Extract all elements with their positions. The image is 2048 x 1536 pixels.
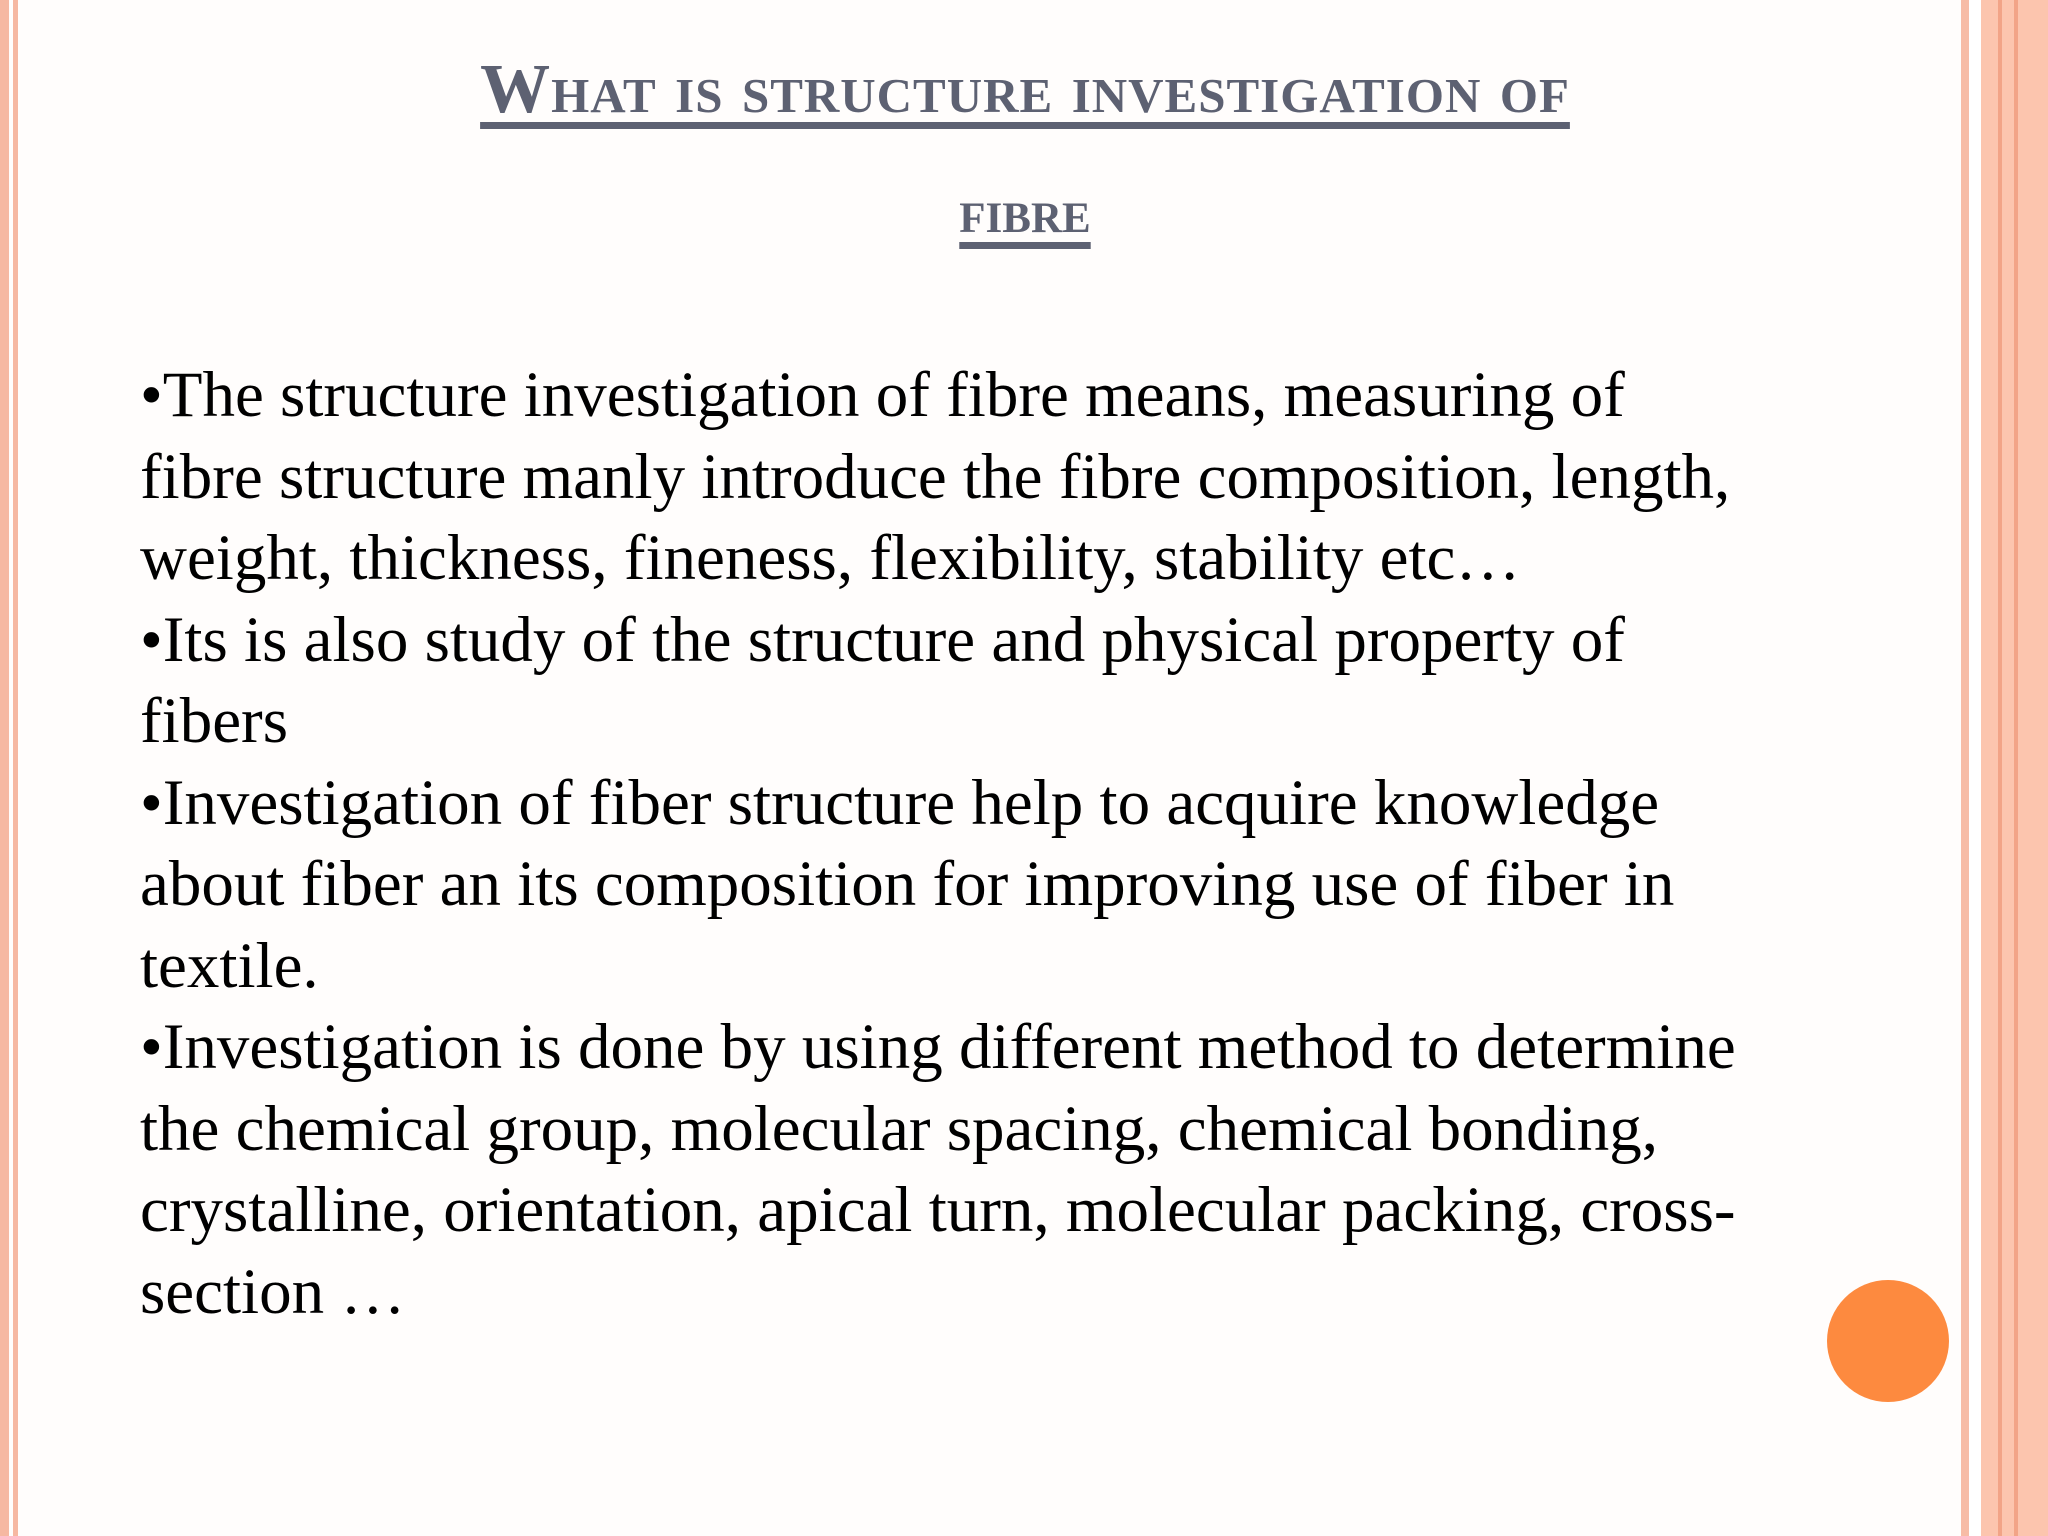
bullet-list	[140, 355, 1940, 1333]
bullet-item	[140, 763, 1940, 1008]
bullet-text-line: section …	[140, 1255, 406, 1328]
bullet-text-line: about fiber an its composition for improving use of fiber in	[140, 848, 1675, 920]
right-border-stripe	[1961, 0, 1969, 1536]
orange-circle-decoration	[1827, 1280, 1949, 1402]
slide-title-line-2: fibre	[959, 178, 1091, 246]
slide-title-line-1: What is structure investigation of	[480, 51, 1570, 128]
bullet-text-line: •The structure investigation of fibre means, measuring of	[140, 359, 1625, 431]
left-border-stripe-inner	[13, 0, 18, 1536]
bullet-text-line: fibre structure manly introduce the fibre composition, length,	[140, 440, 1731, 513]
bullet-text-line: •Investigation is done by using different method to determine	[140, 1011, 1736, 1083]
bullet-text-line: •Investigation of fiber structure help to acquire knowledge	[140, 766, 1660, 839]
bullet-text-line: weight, thickness, fineness, flexibility, stability etc…	[140, 522, 1521, 594]
bullet-text-line: crystalline, orientation, apical turn, molecular packing, cross-	[140, 1174, 1736, 1246]
right-border-line-outer	[2014, 0, 2018, 1536]
left-border-stripe	[0, 0, 9, 1536]
bullet-text-line: textile.	[140, 929, 319, 1002]
right-border-line	[1998, 0, 2002, 1536]
bullet-item	[140, 600, 1940, 763]
bullet-item	[140, 355, 1940, 600]
slide-title	[150, 30, 1900, 272]
bullet-text-line: the chemical group, molecular spacing, chemical bonding,	[140, 1092, 1658, 1165]
bullet-text-line: •Its is also study of the structure and physical property of	[140, 603, 1625, 676]
bullet-item	[140, 1007, 1940, 1333]
bullet-text-line: fibers	[140, 685, 288, 757]
